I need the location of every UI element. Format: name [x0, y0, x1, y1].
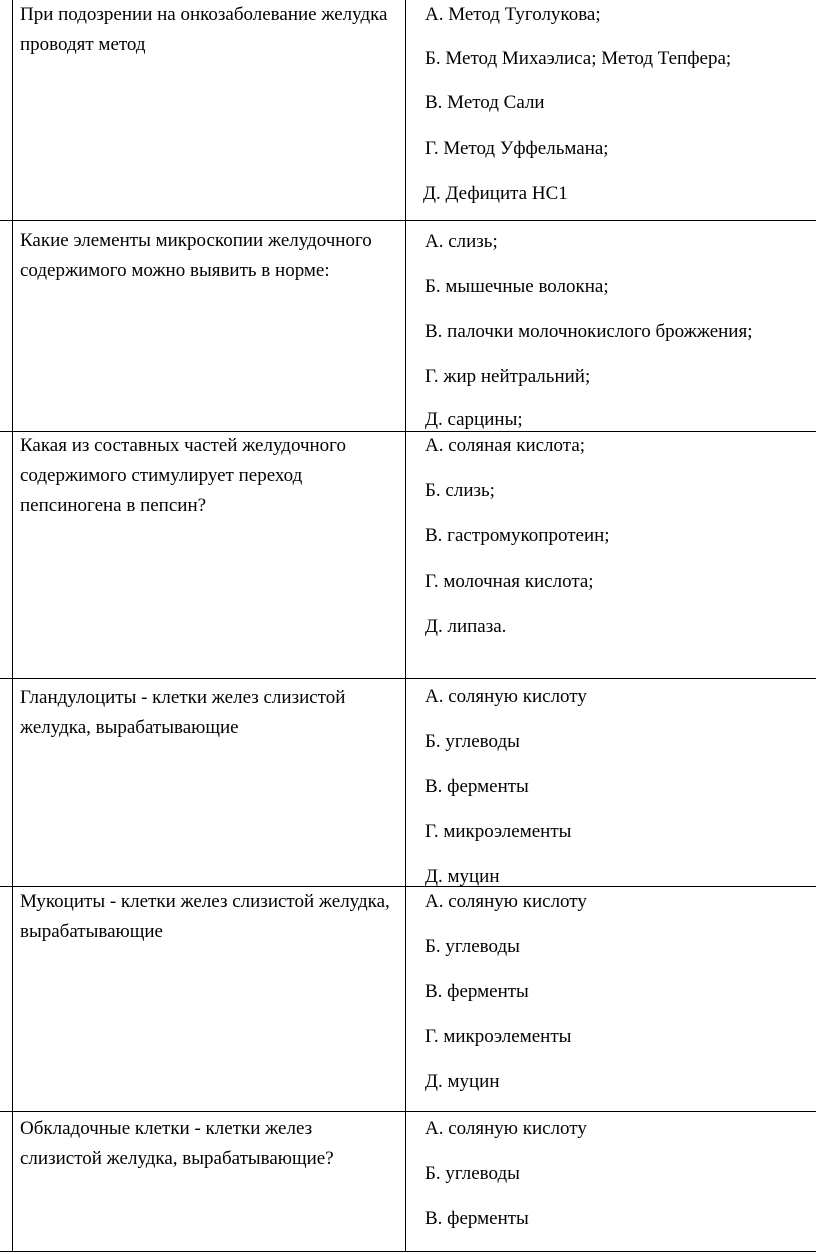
answer-option: А. Метод Туголукова;: [425, 4, 601, 25]
question-text: При подозрении на онкозаболевание желудка проводят метод: [20, 4, 388, 55]
answer-option: В. Метод Сали: [425, 92, 545, 113]
question-text: Какие элементы микроскопии желудочного содержимого можно выявить в норме:: [20, 230, 372, 281]
answer-option: А. соляная кислота;: [425, 435, 586, 456]
answer-option: Г. молочная кислота;: [425, 571, 594, 592]
answer-option: В. гастромукопротеин;: [425, 525, 610, 546]
answer-option: Б. углеводы: [425, 731, 520, 752]
answer-option: В. палочки молочнокислого брожжения;: [425, 321, 753, 342]
answer-option: Д. муцин: [425, 1071, 500, 1092]
table-row: [0, 221, 816, 431]
answer-option: Б. углеводы: [425, 1163, 520, 1184]
table-row: [0, 432, 816, 678]
answer-option: В. ферменты: [425, 776, 529, 797]
answer-option: В. ферменты: [425, 1208, 529, 1229]
answer-option: Д. липаза.: [425, 616, 507, 637]
table-bottom-border: [0, 1251, 816, 1252]
answer-option: Д. Дефицита НС1: [423, 183, 568, 204]
answer-option: А. соляную кислоту: [425, 891, 587, 912]
table-row: [0, 887, 816, 1111]
question-text: Мукоциты - клетки желез слизистой желудка, вырабатывающие: [20, 891, 390, 942]
question-text: Обкладочные клетки - клетки желез слизистой желудка, вырабатывающие?: [20, 1118, 334, 1169]
answer-option: Г. микроэлементы: [425, 821, 572, 842]
answer-option: Б. слизь;: [425, 480, 495, 501]
answer-option: Б. Метод Михаэлиса; Метод Тепфера;: [425, 48, 732, 69]
answer-option: Г. жир нейтральний;: [425, 366, 591, 387]
answer-option: Г. микроэлементы: [425, 1026, 572, 1047]
answer-option: А. соляную кислоту: [425, 686, 587, 707]
question-text: Какая из составных частей желудочного содержимого стимулирует переход пепсиногена в пепсин?: [20, 435, 346, 516]
answer-option: Г. Метод Уффельмана;: [425, 138, 609, 159]
table-row: [0, 1112, 816, 1251]
answer-option: Б. мышечные волокна;: [425, 276, 609, 297]
answer-option: Д. сарцины;: [425, 409, 523, 430]
table-row: [0, 679, 816, 886]
answer-option: А. соляную кислоту: [425, 1118, 587, 1139]
table-row: [0, 0, 816, 220]
question-text: Гландулоциты - клетки желез слизистой желудка, вырабатывающие: [20, 687, 346, 738]
answer-option: В. ферменты: [425, 981, 529, 1002]
answer-option: Б. углеводы: [425, 936, 520, 957]
answer-option: А. слизь;: [425, 231, 498, 252]
answer-option: Д. муцин: [425, 866, 500, 887]
